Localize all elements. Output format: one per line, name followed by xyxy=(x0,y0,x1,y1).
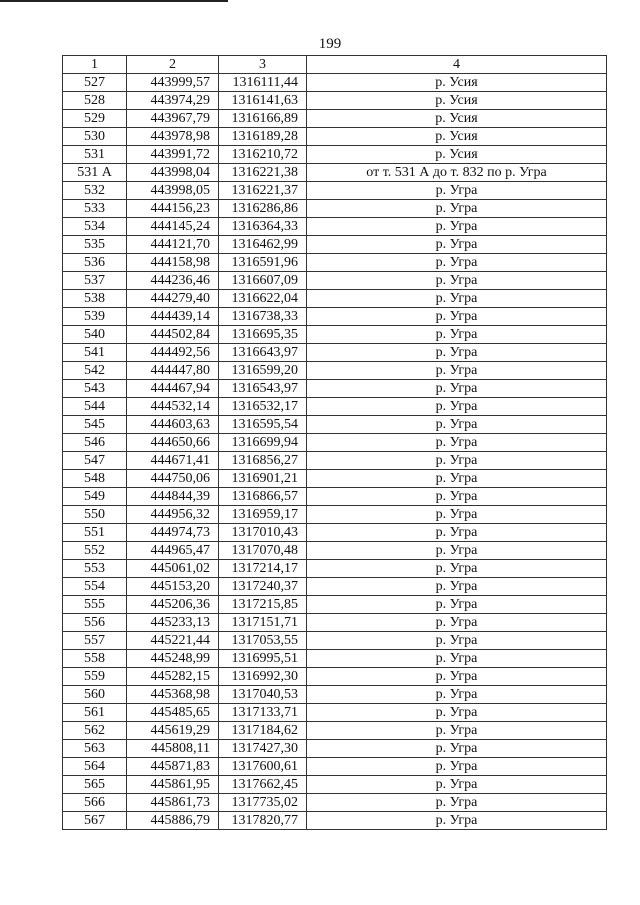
point-number-cell: 554 xyxy=(63,578,127,596)
x-coordinate-cell: 443998,04 xyxy=(127,164,219,182)
table-row xyxy=(63,164,607,182)
description-cell: р. Угра xyxy=(307,794,607,812)
description-cell: р. Угра xyxy=(307,434,607,452)
table-row xyxy=(63,650,607,668)
point-number-cell: 556 xyxy=(63,614,127,632)
x-coordinate-cell: 444603,63 xyxy=(127,416,219,434)
point-number-cell: 539 xyxy=(63,308,127,326)
y-coordinate-cell: 1317735,02 xyxy=(219,794,307,812)
description-cell: р. Угра xyxy=(307,344,607,362)
x-coordinate-cell: 444974,73 xyxy=(127,524,219,542)
description-cell: р. Угра xyxy=(307,362,607,380)
y-coordinate-cell: 1316992,30 xyxy=(219,668,307,686)
x-coordinate-cell: 444671,41 xyxy=(127,452,219,470)
coordinates-table xyxy=(62,55,607,830)
point-number-cell: 565 xyxy=(63,776,127,794)
y-coordinate-cell: 1317662,45 xyxy=(219,776,307,794)
table-row xyxy=(63,380,607,398)
description-cell: р. Усия xyxy=(307,110,607,128)
y-coordinate-cell: 1316166,89 xyxy=(219,110,307,128)
description-cell: р. Усия xyxy=(307,128,607,146)
point-number-cell: 561 xyxy=(63,704,127,722)
y-coordinate-cell: 1317427,30 xyxy=(219,740,307,758)
x-coordinate-cell: 444750,06 xyxy=(127,470,219,488)
y-coordinate-cell: 1316364,33 xyxy=(219,218,307,236)
x-coordinate-cell: 445233,13 xyxy=(127,614,219,632)
y-coordinate-cell: 1317184,62 xyxy=(219,722,307,740)
x-coordinate-cell: 443999,57 xyxy=(127,74,219,92)
y-coordinate-cell: 1316901,21 xyxy=(219,470,307,488)
point-number-cell: 547 xyxy=(63,452,127,470)
point-number-cell: 552 xyxy=(63,542,127,560)
y-coordinate-cell: 1316210,72 xyxy=(219,146,307,164)
table-row xyxy=(63,272,607,290)
y-coordinate-cell: 1316532,17 xyxy=(219,398,307,416)
column-header: 2 xyxy=(127,56,219,74)
table-row xyxy=(63,614,607,632)
description-cell: р. Угра xyxy=(307,722,607,740)
x-coordinate-cell: 444145,24 xyxy=(127,218,219,236)
point-number-cell: 537 xyxy=(63,272,127,290)
description-cell: р. Угра xyxy=(307,488,607,506)
table-row xyxy=(63,578,607,596)
y-coordinate-cell: 1317820,77 xyxy=(219,812,307,830)
description-cell: р. Угра xyxy=(307,290,607,308)
table-row xyxy=(63,254,607,272)
table-row xyxy=(63,146,607,164)
x-coordinate-cell: 444532,14 xyxy=(127,398,219,416)
description-cell: р. Угра xyxy=(307,668,607,686)
y-coordinate-cell: 1316622,04 xyxy=(219,290,307,308)
point-number-cell: 542 xyxy=(63,362,127,380)
description-cell: р. Угра xyxy=(307,650,607,668)
table-row xyxy=(63,776,607,794)
point-number-cell: 548 xyxy=(63,470,127,488)
x-coordinate-cell: 444447,80 xyxy=(127,362,219,380)
x-coordinate-cell: 445886,79 xyxy=(127,812,219,830)
point-number-cell: 546 xyxy=(63,434,127,452)
point-number-cell: 541 xyxy=(63,344,127,362)
x-coordinate-cell: 444492,56 xyxy=(127,344,219,362)
table-row xyxy=(63,182,607,200)
y-coordinate-cell: 1316221,37 xyxy=(219,182,307,200)
table-row xyxy=(63,110,607,128)
x-coordinate-cell: 445861,73 xyxy=(127,794,219,812)
table-row xyxy=(63,200,607,218)
point-number-cell: 544 xyxy=(63,398,127,416)
x-coordinate-cell: 445221,44 xyxy=(127,632,219,650)
point-number-cell: 531 xyxy=(63,146,127,164)
page-number: 199 xyxy=(318,36,342,52)
y-coordinate-cell: 1316738,33 xyxy=(219,308,307,326)
x-coordinate-cell: 445153,20 xyxy=(127,578,219,596)
x-coordinate-cell: 444965,47 xyxy=(127,542,219,560)
y-coordinate-cell: 1317040,53 xyxy=(219,686,307,704)
description-cell: р. Угра xyxy=(307,254,607,272)
description-cell: р. Угра xyxy=(307,812,607,830)
y-coordinate-cell: 1316856,27 xyxy=(219,452,307,470)
description-cell: р. Усия xyxy=(307,74,607,92)
table-row xyxy=(63,542,607,560)
column-header: 4 xyxy=(307,56,607,74)
y-coordinate-cell: 1316643,97 xyxy=(219,344,307,362)
y-coordinate-cell: 1317133,71 xyxy=(219,704,307,722)
x-coordinate-cell: 445282,15 xyxy=(127,668,219,686)
table-row xyxy=(63,344,607,362)
table-row xyxy=(63,326,607,344)
description-cell: р. Угра xyxy=(307,560,607,578)
point-number-cell: 555 xyxy=(63,596,127,614)
description-cell: р. Угра xyxy=(307,524,607,542)
y-coordinate-cell: 1316286,86 xyxy=(219,200,307,218)
description-cell: р. Угра xyxy=(307,704,607,722)
point-number-cell: 558 xyxy=(63,650,127,668)
point-number-cell: 535 xyxy=(63,236,127,254)
y-coordinate-cell: 1317240,37 xyxy=(219,578,307,596)
table-row xyxy=(63,74,607,92)
point-number-cell: 562 xyxy=(63,722,127,740)
description-cell: р. Угра xyxy=(307,758,607,776)
table-row xyxy=(63,686,607,704)
table-row xyxy=(63,668,607,686)
point-number-cell: 528 xyxy=(63,92,127,110)
point-number-cell: 540 xyxy=(63,326,127,344)
y-coordinate-cell: 1317053,55 xyxy=(219,632,307,650)
table-row xyxy=(63,740,607,758)
point-number-cell: 559 xyxy=(63,668,127,686)
description-cell: р. Угра xyxy=(307,236,607,254)
table-row xyxy=(63,236,607,254)
x-coordinate-cell: 445061,02 xyxy=(127,560,219,578)
table-row xyxy=(63,596,607,614)
point-number-cell: 534 xyxy=(63,218,127,236)
table-row xyxy=(63,560,607,578)
point-number-cell: 527 xyxy=(63,74,127,92)
point-number-cell: 531 А xyxy=(63,164,127,182)
table-row xyxy=(63,524,607,542)
column-header: 1 xyxy=(63,56,127,74)
description-cell: р. Угра xyxy=(307,452,607,470)
table-row xyxy=(63,434,607,452)
table-row xyxy=(63,362,607,380)
point-number-cell: 549 xyxy=(63,488,127,506)
x-coordinate-cell: 443978,98 xyxy=(127,128,219,146)
description-cell: р. Угра xyxy=(307,218,607,236)
description-cell: р. Угра xyxy=(307,542,607,560)
x-coordinate-cell: 445248,99 xyxy=(127,650,219,668)
y-coordinate-cell: 1317151,71 xyxy=(219,614,307,632)
x-coordinate-cell: 444158,98 xyxy=(127,254,219,272)
table-row xyxy=(63,416,607,434)
y-coordinate-cell: 1316591,96 xyxy=(219,254,307,272)
point-number-cell: 530 xyxy=(63,128,127,146)
y-coordinate-cell: 1316959,17 xyxy=(219,506,307,524)
y-coordinate-cell: 1317600,61 xyxy=(219,758,307,776)
x-coordinate-cell: 443967,79 xyxy=(127,110,219,128)
point-number-cell: 545 xyxy=(63,416,127,434)
description-cell: р. Угра xyxy=(307,578,607,596)
x-coordinate-cell: 445861,95 xyxy=(127,776,219,794)
point-number-cell: 564 xyxy=(63,758,127,776)
table-row xyxy=(63,452,607,470)
y-coordinate-cell: 1316189,28 xyxy=(219,128,307,146)
point-number-cell: 543 xyxy=(63,380,127,398)
x-coordinate-cell: 444279,40 xyxy=(127,290,219,308)
y-coordinate-cell: 1316599,20 xyxy=(219,362,307,380)
y-coordinate-cell: 1316462,99 xyxy=(219,236,307,254)
y-coordinate-cell: 1316995,51 xyxy=(219,650,307,668)
table-row xyxy=(63,794,607,812)
table-header-row xyxy=(63,56,607,74)
point-number-cell: 553 xyxy=(63,560,127,578)
description-cell: р. Угра xyxy=(307,776,607,794)
y-coordinate-cell: 1316111,44 xyxy=(219,74,307,92)
y-coordinate-cell: 1316221,38 xyxy=(219,164,307,182)
description-cell: р. Угра xyxy=(307,416,607,434)
y-coordinate-cell: 1317214,17 xyxy=(219,560,307,578)
table-row xyxy=(63,704,607,722)
x-coordinate-cell: 444650,66 xyxy=(127,434,219,452)
x-coordinate-cell: 443998,05 xyxy=(127,182,219,200)
x-coordinate-cell: 445368,98 xyxy=(127,686,219,704)
point-number-cell: 529 xyxy=(63,110,127,128)
description-cell: р. Угра xyxy=(307,398,607,416)
table-row xyxy=(63,722,607,740)
description-cell: р. Угра xyxy=(307,686,607,704)
y-coordinate-cell: 1316699,94 xyxy=(219,434,307,452)
description-cell: р. Угра xyxy=(307,740,607,758)
table-row xyxy=(63,308,607,326)
description-cell: от т. 531 А до т. 832 по р. Угра xyxy=(307,164,607,182)
x-coordinate-cell: 444439,14 xyxy=(127,308,219,326)
table-row xyxy=(63,632,607,650)
x-coordinate-cell: 443991,72 xyxy=(127,146,219,164)
y-coordinate-cell: 1317070,48 xyxy=(219,542,307,560)
description-cell: р. Угра xyxy=(307,182,607,200)
description-cell: р. Угра xyxy=(307,200,607,218)
point-number-cell: 551 xyxy=(63,524,127,542)
table-row xyxy=(63,398,607,416)
description-cell: р. Угра xyxy=(307,470,607,488)
x-coordinate-cell: 445206,36 xyxy=(127,596,219,614)
x-coordinate-cell: 445485,65 xyxy=(127,704,219,722)
table-row xyxy=(63,506,607,524)
y-coordinate-cell: 1316595,54 xyxy=(219,416,307,434)
point-number-cell: 563 xyxy=(63,740,127,758)
description-cell: р. Угра xyxy=(307,326,607,344)
point-number-cell: 538 xyxy=(63,290,127,308)
table-row xyxy=(63,218,607,236)
table-row xyxy=(63,470,607,488)
description-cell: р. Усия xyxy=(307,146,607,164)
x-coordinate-cell: 444956,32 xyxy=(127,506,219,524)
table-row xyxy=(63,812,607,830)
description-cell: р. Угра xyxy=(307,632,607,650)
description-cell: р. Угра xyxy=(307,506,607,524)
point-number-cell: 536 xyxy=(63,254,127,272)
x-coordinate-cell: 444844,39 xyxy=(127,488,219,506)
description-cell: р. Угра xyxy=(307,596,607,614)
y-coordinate-cell: 1316607,09 xyxy=(219,272,307,290)
table-row xyxy=(63,758,607,776)
description-cell: р. Угра xyxy=(307,272,607,290)
point-number-cell: 533 xyxy=(63,200,127,218)
x-coordinate-cell: 445619,29 xyxy=(127,722,219,740)
point-number-cell: 532 xyxy=(63,182,127,200)
point-number-cell: 567 xyxy=(63,812,127,830)
y-coordinate-cell: 1316695,35 xyxy=(219,326,307,344)
table-row xyxy=(63,488,607,506)
x-coordinate-cell: 444467,94 xyxy=(127,380,219,398)
table-row xyxy=(63,290,607,308)
description-cell: р. Усия xyxy=(307,92,607,110)
description-cell: р. Угра xyxy=(307,380,607,398)
x-coordinate-cell: 444236,46 xyxy=(127,272,219,290)
point-number-cell: 566 xyxy=(63,794,127,812)
x-coordinate-cell: 444156,23 xyxy=(127,200,219,218)
x-coordinate-cell: 444121,70 xyxy=(127,236,219,254)
y-coordinate-cell: 1317215,85 xyxy=(219,596,307,614)
table-row xyxy=(63,92,607,110)
x-coordinate-cell: 445871,83 xyxy=(127,758,219,776)
x-coordinate-cell: 444502,84 xyxy=(127,326,219,344)
point-number-cell: 560 xyxy=(63,686,127,704)
x-coordinate-cell: 445808,11 xyxy=(127,740,219,758)
y-coordinate-cell: 1316866,57 xyxy=(219,488,307,506)
scan-edge-line xyxy=(0,0,228,2)
table-row xyxy=(63,128,607,146)
y-coordinate-cell: 1317010,43 xyxy=(219,524,307,542)
x-coordinate-cell: 443974,29 xyxy=(127,92,219,110)
description-cell: р. Угра xyxy=(307,614,607,632)
y-coordinate-cell: 1316543,97 xyxy=(219,380,307,398)
point-number-cell: 550 xyxy=(63,506,127,524)
point-number-cell: 557 xyxy=(63,632,127,650)
column-header: 3 xyxy=(219,56,307,74)
table-body xyxy=(63,74,607,830)
description-cell: р. Угра xyxy=(307,308,607,326)
y-coordinate-cell: 1316141,63 xyxy=(219,92,307,110)
